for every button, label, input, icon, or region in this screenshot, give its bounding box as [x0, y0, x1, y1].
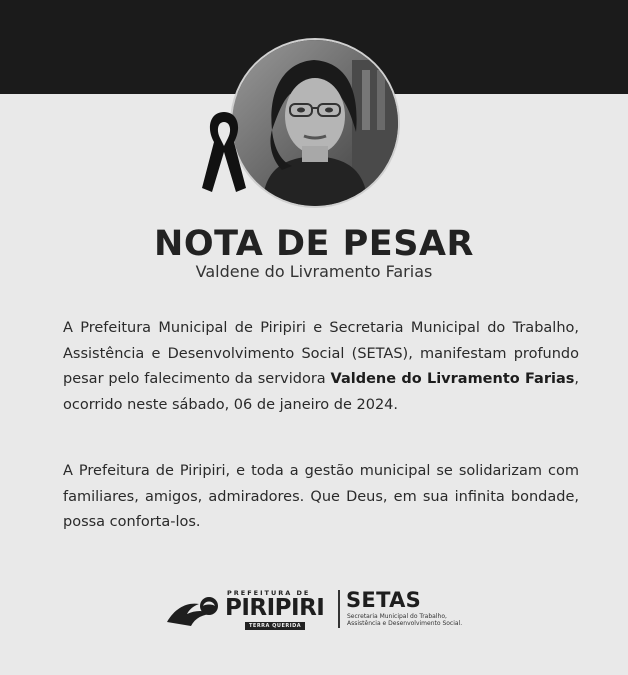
piripiri-emblem-icon — [165, 592, 221, 628]
paragraph-text-end: , ocorrido neste sábado, 06 de janeiro de 2024. — [63, 371, 579, 413]
logo-prefeitura-text: PREFEITURA DE — [227, 589, 311, 597]
setas-description — [347, 613, 487, 627]
logo-tagline: TERRA QUERIDA — [245, 622, 305, 630]
logo-divider — [338, 590, 340, 628]
setas-logo-title: SETAS — [346, 588, 422, 612]
paragraph-text-start: A Prefeitura Municipal de Piripiri e Secretaria Municipal do Trabalho, Assistência e Desenvolvimento Social (SETAS), manifestam profundo pesar pelo falecimento da servidora — [63, 320, 579, 387]
setas-description-line1: Secretaria Municipal do Trabalho, — [347, 613, 447, 620]
setas-description-line2: Assistência e Desenvolvimento Social. — [347, 620, 463, 627]
deceased-name-subtitle: Valdene do Livramento Farias — [195, 262, 433, 281]
portrait-photo — [232, 40, 398, 206]
logo-piripiri-text: PIRIPIRI — [225, 595, 325, 621]
page-title: NOTA DE PESAR — [154, 224, 474, 264]
mourning-ribbon-icon — [200, 108, 248, 194]
footer-logos — [165, 586, 475, 632]
announcement-paragraph — [63, 316, 579, 418]
condolence-paragraph: A Prefeitura de Piripiri, e toda a gestão municipal se solidarizam com familiares, amigos, admiradores. Que Deus, em sua infinita bondade, possa conforta-los. — [63, 463, 579, 530]
deceased-name-bold: Valdene do Livramento Farias — [330, 371, 575, 387]
